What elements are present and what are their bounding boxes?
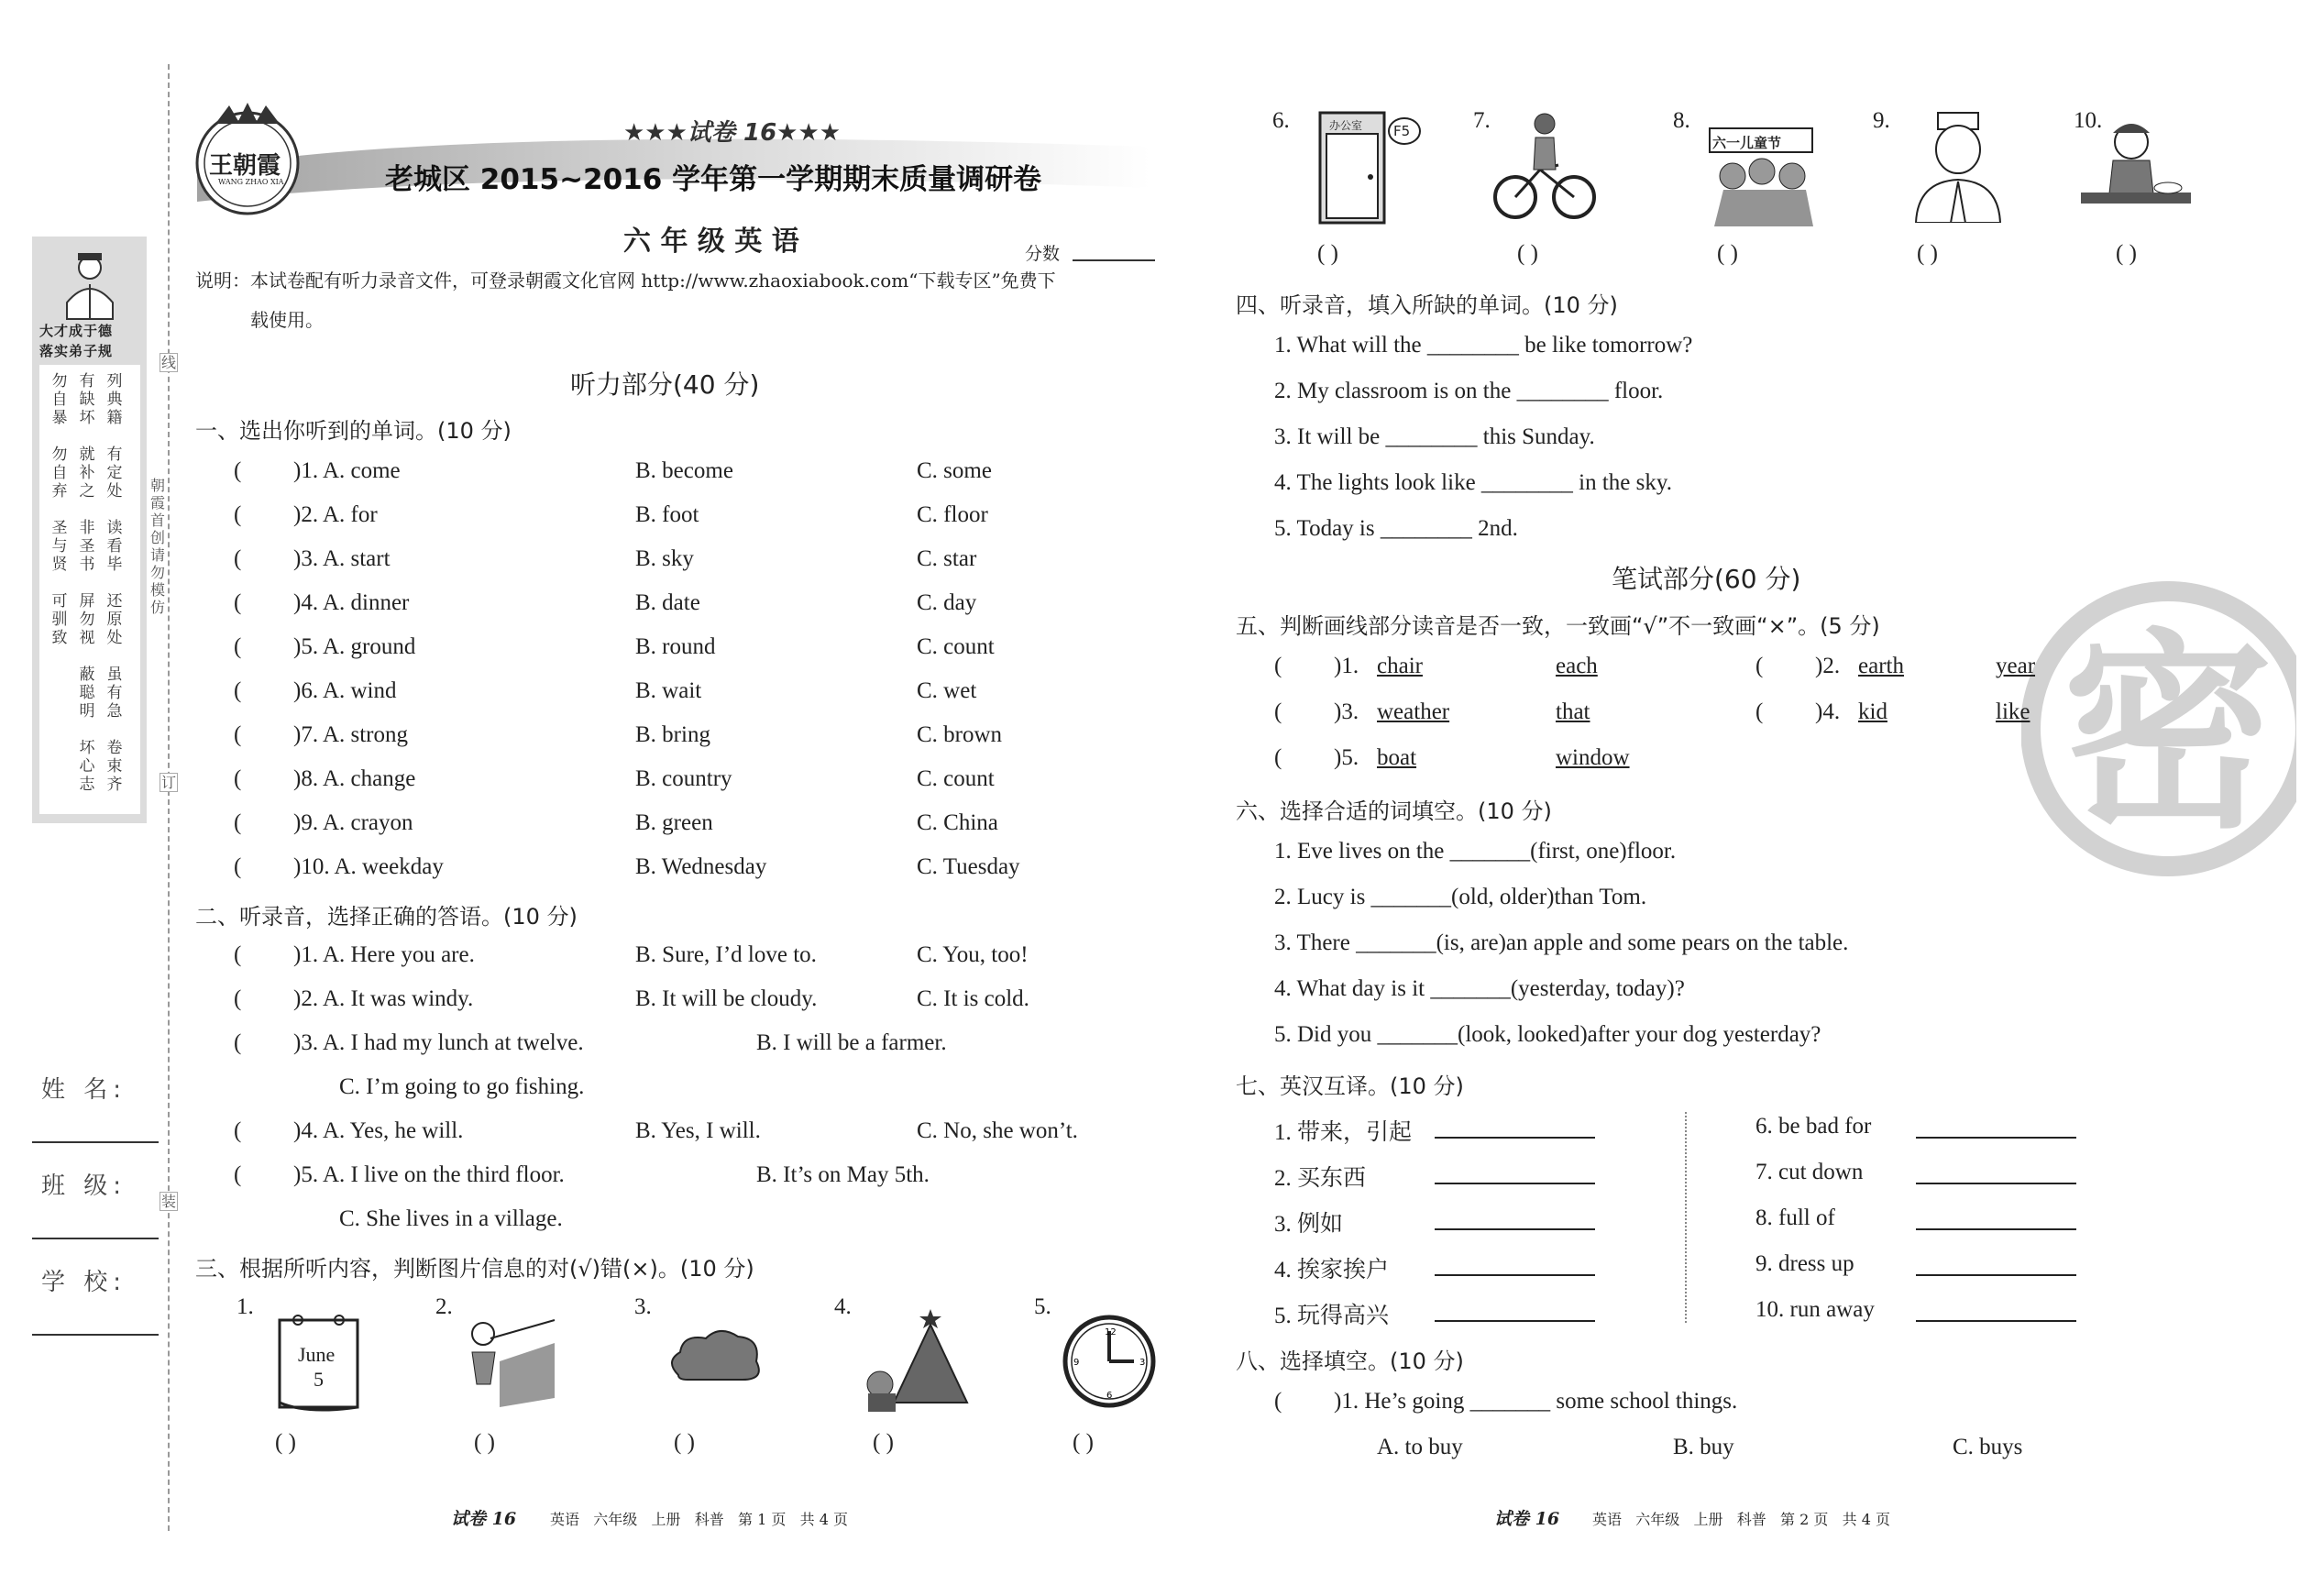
bicycle-icon	[1490, 105, 1600, 225]
option-a: )3. A. I had my lunch at twelve.	[293, 1030, 584, 1055]
mc-option-a: A. to buy	[1377, 1435, 1463, 1459]
section8-title: 八、选择填空。(10 分)	[1236, 1348, 1464, 1374]
cloud-icon	[660, 1320, 770, 1393]
fill-item: 4. The lights look like ________ in the sky.	[1274, 470, 1673, 495]
seal-char-2: 订	[160, 774, 176, 791]
vertical-note: 朝霞首创 请勿模仿	[149, 477, 165, 616]
seal-char-3: 装	[160, 1193, 176, 1210]
floor-sign: F5	[1393, 123, 1411, 139]
binding-dashed-line	[168, 64, 170, 1531]
motto-col: 虽有急	[106, 666, 123, 721]
logo-text: 王朝霞	[209, 152, 281, 180]
score-label: 分数	[1025, 244, 1061, 264]
instructions: 说明：本试卷配有听力录音文件，可登录朝霞文化官网 http://www.zhaoxiabook.com“下载专区”免费下	[195, 270, 1056, 292]
picture-answer[interactable]: ( )	[1717, 241, 1738, 266]
picture-answer[interactable]: ( )	[1073, 1430, 1094, 1455]
option-b: B. sky	[635, 546, 694, 571]
translation-item: 3. 例如	[1274, 1212, 1344, 1237]
phonics-word: like	[1996, 699, 2030, 724]
clock-icon	[1059, 1311, 1160, 1412]
writing-heading: 笔试部分(60 分)	[1612, 564, 1801, 594]
translation-item: 6. be bad for	[1755, 1114, 1872, 1139]
motto-col: 蔽聪明	[79, 666, 95, 721]
footer-info: 英语 六年级 上册 科普 第 2 页 共 4 页	[1592, 1511, 1890, 1528]
answer-paren[interactable]: (	[234, 854, 242, 879]
svg-text:3: 3	[1139, 1358, 1146, 1368]
motto-col: 屏勿视	[79, 592, 95, 647]
motto-col: 就补之	[79, 446, 95, 501]
score-field[interactable]	[1073, 259, 1155, 261]
section5-title: 五、判断画线部分读音是否一致，一致画“√”不一致画“×”。(5 分)	[1236, 613, 1880, 639]
answer-paren[interactable]: (	[1274, 699, 1282, 724]
answer-paren[interactable]: (	[234, 590, 242, 615]
svg-text:9: 9	[1073, 1358, 1080, 1368]
translation-blank[interactable]	[1916, 1228, 2076, 1230]
picture-number: 3.	[634, 1294, 652, 1319]
motto-panel	[32, 237, 147, 823]
option-a: )9. A. crayon	[293, 810, 413, 835]
fill-item: 3. It will be ________ this Sunday.	[1274, 424, 1595, 449]
option-b: B. It will be cloudy.	[635, 986, 818, 1011]
option-a: )5. A. I live on the third floor.	[293, 1162, 565, 1187]
listening-heading: 听力部分(40 分)	[570, 369, 760, 400]
motto-col: 坏心志	[79, 739, 95, 794]
option-a: )4. A. dinner	[293, 590, 410, 615]
option-c: C. I’m going to go fishing.	[339, 1074, 585, 1099]
option-a: )1. A. come	[293, 458, 401, 483]
phonics-word: chair	[1377, 654, 1423, 678]
phonics-word: window	[1556, 745, 1630, 770]
option-a: )2. A. It was windy.	[293, 986, 474, 1011]
answer-paren[interactable]: (	[1755, 699, 1764, 724]
answer-paren[interactable]: (	[234, 546, 242, 571]
option-a: )8. A. change	[293, 766, 416, 791]
option-a: )7. A. strong	[293, 722, 408, 747]
footer-paper: 试卷 16	[451, 1509, 517, 1529]
translation-item: 1. 带来，引起	[1274, 1120, 1413, 1145]
motto-col: 列典籍	[106, 372, 123, 427]
seal-char-1: 线	[160, 354, 176, 371]
translation-blank[interactable]	[1435, 1320, 1595, 1322]
translation-item: 4. 挨家挨户	[1274, 1258, 1390, 1282]
picture-answer[interactable]: ( )	[474, 1430, 495, 1455]
picture-number: 10.	[2074, 108, 2103, 133]
picture-number: 5.	[1034, 1294, 1051, 1319]
translation-blank[interactable]	[1916, 1137, 2076, 1139]
translation-blank[interactable]	[1916, 1320, 2076, 1322]
picture-number: 6.	[1272, 108, 1290, 133]
option-c: C. She lives in a village.	[339, 1206, 563, 1231]
option-c: C. brown	[917, 722, 1003, 747]
option-a: )5. A. ground	[293, 634, 416, 659]
option-a: )4. A. Yes, he will.	[293, 1118, 464, 1143]
picture-answer[interactable]: ( )	[873, 1430, 894, 1455]
picture-answer[interactable]: ( )	[1917, 241, 1938, 266]
option-b: B. I will be a farmer.	[756, 1030, 947, 1055]
translation-divider	[1685, 1112, 1687, 1323]
translation-blank[interactable]	[1435, 1183, 1595, 1184]
footer-info: 英语 六年级 上册 科普 第 1 页 共 4 页	[550, 1511, 848, 1528]
motto-top2: 落实弟子规	[39, 343, 114, 359]
kite-girl-icon	[463, 1306, 564, 1416]
option-c: C. You, too!	[917, 942, 1029, 967]
picture-answer[interactable]: ( )	[2116, 241, 2137, 266]
phonics-word: kid	[1858, 699, 1887, 724]
option-b: B. become	[635, 458, 733, 483]
phonics-word: each	[1556, 654, 1598, 678]
fill-item: 5. Today is ________ 2nd.	[1274, 516, 1518, 541]
phonics-num: )3.	[1334, 699, 1359, 724]
translation-item: 9. dress up	[1755, 1251, 1854, 1276]
picture-answer[interactable]: ( )	[674, 1430, 695, 1455]
option-b: B. Yes, I will.	[635, 1118, 761, 1143]
option-b: B. Sure, I’d love to.	[635, 942, 817, 967]
picture-number: 1.	[237, 1294, 254, 1319]
scholar-icon	[58, 248, 122, 321]
instructions-cont: 载使用。	[250, 309, 324, 331]
section1-title: 一、选出你听到的单词。(10 分)	[195, 418, 512, 444]
svg-text:6: 6	[1106, 1391, 1113, 1401]
section4-title: 四、听录音，填入所缺的单词。(10 分)	[1236, 292, 1618, 318]
answer-paren[interactable]: (	[1274, 1389, 1282, 1414]
exam-subject: 六 年 级 英 语	[623, 226, 799, 258]
translation-blank[interactable]	[1916, 1274, 2076, 1276]
translation-blank[interactable]	[1435, 1274, 1595, 1276]
option-a: )2. A. for	[293, 502, 378, 527]
picture-number: 7.	[1473, 108, 1491, 133]
name-label: 姓 名:	[41, 1076, 127, 1104]
option-b: B. date	[635, 590, 700, 615]
option-c: C. some	[917, 458, 992, 483]
exam-title: 老城区 2015~2016 学年第一学期期末质量调研卷	[385, 163, 1042, 196]
option-a: )1. A. Here you are.	[293, 942, 475, 967]
answer-paren[interactable]: (	[234, 458, 242, 483]
translation-item: 2. 买东西	[1274, 1166, 1367, 1191]
doctor-icon	[1909, 108, 2009, 223]
fill-item: 1. What will the ________ be like tomorrow?	[1274, 333, 1693, 358]
option-c: C. wet	[917, 678, 977, 703]
option-b: B. bring	[635, 722, 710, 747]
answer-paren[interactable]: (	[234, 986, 242, 1011]
watermark-text: 密	[2063, 612, 2274, 857]
section2-title: 二、听录音，选择正确的答语。(10 分)	[195, 904, 578, 930]
school-field[interactable]	[32, 1334, 159, 1336]
translation-item: 10. run away	[1755, 1297, 1875, 1322]
office-sign: 办公室	[1329, 119, 1363, 132]
footer-paper: 试卷 16	[1494, 1509, 1560, 1529]
picture-number: 4.	[834, 1294, 852, 1319]
christmas-tree-icon	[857, 1302, 976, 1416]
option-c: C. star	[917, 546, 977, 571]
translation-item: 8. full of	[1755, 1205, 1835, 1230]
calendar-day: 5	[314, 1368, 324, 1391]
option-c: C. Tuesday	[917, 854, 1020, 879]
motto-col: 勿自弃	[51, 446, 68, 501]
class-field[interactable]	[32, 1238, 159, 1239]
option-b: B. country	[635, 766, 732, 791]
option-c: C. China	[917, 810, 998, 835]
section3-title: 三、根据所听内容，判断图片信息的对(√)错(×)。(10 分)	[195, 1256, 754, 1282]
picture-answer[interactable]: ( )	[1517, 241, 1538, 266]
phonics-num: )4.	[1815, 699, 1841, 724]
option-b: B. Wednesday	[635, 854, 767, 879]
choice-item: 5. Did you _______(look, looked)after your dog yesterday?	[1274, 1022, 1821, 1047]
answer-paren[interactable]: (	[1274, 654, 1282, 678]
phonics-word: that	[1556, 699, 1590, 724]
phonics-num: )5.	[1334, 745, 1359, 770]
answer-paren[interactable]: (	[234, 722, 242, 747]
section6-title: 六、选择合适的词填空。(10 分)	[1236, 798, 1552, 824]
phonics-word: year	[1996, 654, 2036, 678]
option-b: B. round	[635, 634, 716, 659]
mc-question: )1. He’s going _______ some school things.	[1334, 1389, 1738, 1414]
answer-paren[interactable]: (	[1755, 654, 1764, 678]
calendar-month: June	[298, 1343, 336, 1366]
picture-number: 2.	[435, 1294, 453, 1319]
school-label: 学 校:	[41, 1269, 127, 1296]
phonics-word: weather	[1377, 699, 1450, 724]
choice-item: 1. Eve lives on the _______(first, one)floor.	[1274, 839, 1677, 864]
motto-col: 有定处	[106, 446, 123, 501]
answer-paren[interactable]: (	[1274, 745, 1282, 770]
motto-col: 勿自暴	[51, 372, 68, 427]
answer-paren[interactable]: (	[234, 1162, 242, 1187]
phonics-num: )2.	[1815, 654, 1841, 678]
girl-cooking-icon	[2076, 115, 2195, 225]
name-field[interactable]	[32, 1141, 159, 1143]
class-label: 班 级:	[41, 1172, 127, 1200]
picture-answer[interactable]: ( )	[275, 1430, 296, 1455]
answer-paren[interactable]: (	[234, 634, 242, 659]
option-c: C. No, she won’t.	[917, 1118, 1078, 1143]
option-b: B. foot	[635, 502, 699, 527]
childrens-day-banner: 六一儿童节	[1712, 135, 1782, 151]
choice-item: 2. Lucy is _______(old, older)than Tom.	[1274, 885, 1647, 909]
option-b: B. It’s on May 5th.	[756, 1162, 930, 1187]
childrens-day-icon	[1705, 103, 1820, 231]
answer-paren[interactable]: (	[234, 502, 242, 527]
phonics-word: earth	[1858, 654, 1904, 678]
motto-col: 圣与贤	[51, 519, 68, 574]
choice-item: 4. What day is it _______(yesterday, today)?	[1274, 976, 1685, 1001]
translation-item: 7. cut down	[1755, 1160, 1864, 1184]
motto-col: 可驯致	[51, 592, 68, 647]
option-a: )3. A. start	[293, 546, 391, 571]
option-a: )6. A. wind	[293, 678, 397, 703]
picture-number: 8.	[1673, 108, 1690, 133]
option-c: C. floor	[917, 502, 988, 527]
picture-answer[interactable]: ( )	[1317, 241, 1338, 266]
answer-paren[interactable]: (	[234, 810, 242, 835]
mc-option-c: C. buys	[1953, 1435, 2023, 1459]
answer-paren[interactable]: (	[234, 678, 242, 703]
fill-item: 2. My classroom is on the ________ floor.	[1274, 379, 1664, 403]
option-a: )10. A. weekday	[293, 854, 444, 879]
answer-paren[interactable]: (	[234, 766, 242, 791]
option-c: C. count	[917, 766, 995, 791]
phonics-num: )1.	[1334, 654, 1359, 678]
paper-number: ★★★试卷 16★★★	[623, 119, 842, 147]
mc-option-b: B. buy	[1673, 1435, 1734, 1459]
motto-top: 大才成于德	[39, 323, 114, 339]
option-c: C. count	[917, 634, 995, 659]
motto-col: 非圣书	[79, 519, 95, 574]
option-b: B. green	[635, 810, 713, 835]
motto-col: 有缺坏	[79, 372, 95, 427]
section7-title: 七、英汉互译。(10 分)	[1236, 1073, 1464, 1099]
option-c: C. day	[917, 590, 977, 615]
svg-text:12: 12	[1105, 1327, 1117, 1337]
motto-columns	[39, 365, 140, 814]
motto-col: 读看毕	[106, 519, 123, 574]
answer-paren[interactable]: (	[234, 1118, 242, 1143]
watermark-seal	[2021, 578, 2296, 880]
logo-sub: WANG ZHAO XIA	[218, 178, 284, 186]
phonics-word: boat	[1377, 745, 1417, 770]
option-c: C. It is cold.	[917, 986, 1029, 1011]
answer-paren[interactable]: (	[234, 942, 242, 967]
translation-item: 5. 玩得高兴	[1274, 1304, 1390, 1328]
choice-item: 3. There _______(is, are)an apple and some pears on the table.	[1274, 930, 1849, 955]
motto-col: 卷束齐	[106, 739, 123, 794]
picture-number: 9.	[1873, 108, 1890, 133]
motto-col: 还原处	[106, 592, 123, 647]
translation-blank[interactable]	[1916, 1183, 2076, 1184]
answer-paren[interactable]: (	[234, 1030, 242, 1055]
translation-blank[interactable]	[1435, 1137, 1595, 1139]
translation-blank[interactable]	[1435, 1228, 1595, 1230]
option-b: B. wait	[635, 678, 702, 703]
